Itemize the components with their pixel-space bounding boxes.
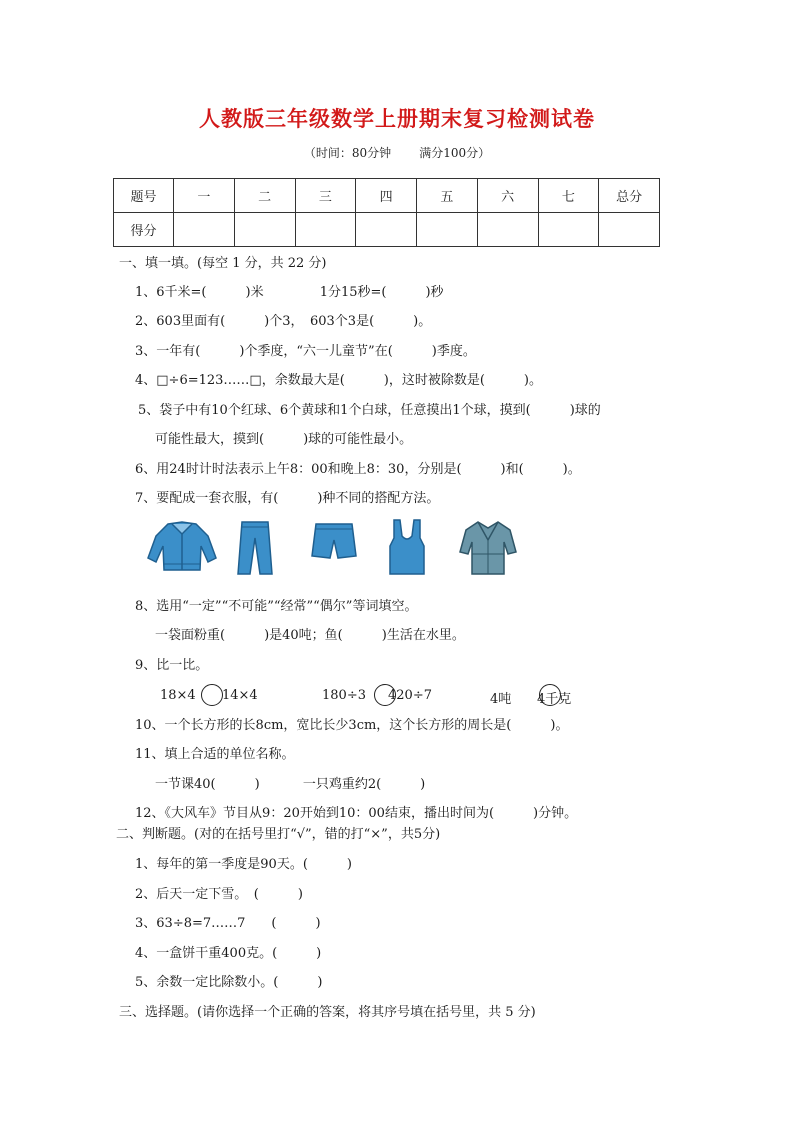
exam-total-score: 满分100分） — [419, 146, 491, 160]
score-table-header-cell: 五 — [417, 179, 478, 213]
section-3-heading: 三、选择题。(请你选择一个正确的答案，将其序号填在括号里，共 5 分) — [119, 1005, 536, 1020]
vest-icon — [388, 518, 426, 576]
trousers-icon — [234, 518, 276, 576]
question-1-11-text: 一节课40( ) 一只鸡重约2( ) — [155, 777, 426, 792]
question-1-5-continued: 可能性最大，摸到( )球的可能性最小。 — [155, 432, 413, 447]
question-1-2: 2、603里面有( )个3， 603个3是( )。 — [135, 314, 432, 329]
section-2-heading: 二、判断题。(对的在括号里打“√”，错的打“×”，共5分) — [116, 827, 441, 842]
score-table-header-cell: 一 — [174, 179, 235, 213]
question-1-6: 6、用24时计时法表示上午8：00和晚上8：30，分别是( )和( )。 — [135, 462, 581, 477]
score-cell[interactable] — [234, 213, 295, 247]
score-cell[interactable] — [538, 213, 599, 247]
page-title: 人教版三年级数学上册期末复习检测试卷 — [199, 107, 595, 131]
score-table-header-cell: 题号 — [114, 179, 174, 213]
question-1-10: 10、一个长方形的长8cm，宽比长少3cm，这个长方形的周长是( )。 — [135, 718, 569, 733]
score-table-header-cell: 三 — [295, 179, 356, 213]
exam-time: （时间：80分钟 — [303, 146, 392, 160]
question-1-12: 12、《大风车》节目从9：20开始到10：00结束，播出时间为( )分钟。 — [135, 806, 578, 821]
section-1-heading: 一、填一填。(每空 1 分，共 22 分) — [119, 256, 327, 271]
compare-a-right: 14×4 — [222, 688, 258, 703]
score-cell[interactable] — [356, 213, 417, 247]
score-cell[interactable] — [295, 213, 356, 247]
score-table-header-cell: 总分 — [599, 179, 660, 213]
score-table-header-row — [114, 179, 660, 213]
judgement-item: 1、每年的第一季度是90天。( ) — [135, 857, 352, 872]
score-table-header-cell: 六 — [477, 179, 538, 213]
score-cell[interactable] — [599, 213, 660, 247]
score-cell[interactable] — [477, 213, 538, 247]
score-cell[interactable] — [417, 213, 478, 247]
question-1-7: 7、要配成一套衣服，有( )种不同的搭配方法。 — [135, 491, 440, 506]
jacket-icon — [146, 518, 218, 576]
compare-c-right: 4千克 — [537, 692, 572, 707]
question-1-9: 9、比一比。 — [135, 658, 209, 673]
score-table-header-cell: 七 — [538, 179, 599, 213]
compare-a-left: 18×4 — [160, 688, 196, 703]
question-1-3: 3、一年有( )个季度，“六一儿童节”在( )季度。 — [135, 344, 476, 359]
judgement-item: 5、余数一定比除数小。( ) — [135, 975, 323, 990]
question-1-11: 11、填上合适的单位名称。 — [135, 747, 295, 762]
question-1-1: 1、6千米=( )米 1分15秒=( )秒 — [135, 285, 444, 300]
question-1-4: 4、□÷6=123……□，余数最大是( )，这时被除数是( )。 — [135, 373, 542, 388]
score-cell[interactable] — [174, 213, 235, 247]
score-table — [113, 178, 660, 247]
judgement-item: 2、后天一定下雪。 ( ) — [135, 887, 303, 902]
judgement-item: 4、一盒饼干重400克。( ) — [135, 946, 322, 961]
question-1-8: 8、选用“一定”“不可能”“经常”“偶尔”等词填空。 — [135, 599, 418, 614]
score-table-row-label: 得分 — [114, 213, 174, 247]
coat-icon — [458, 518, 518, 576]
compare-circle-a[interactable] — [201, 684, 223, 706]
score-table-header-cell: 四 — [356, 179, 417, 213]
score-table-score-row — [114, 213, 660, 247]
compare-b-right: 420÷7 — [388, 688, 432, 703]
question-1-8-text: 一袋面粉重( )是40吨；鱼( )生活在水里。 — [155, 628, 465, 643]
shorts-icon — [310, 518, 358, 562]
exam-subtitle — [0, 144, 794, 161]
judgement-item: 3、63÷8=7……7 ( ) — [135, 916, 321, 931]
compare-c-left: 4吨 — [490, 692, 512, 707]
clothes-illustration — [140, 518, 530, 578]
score-table-header-cell: 二 — [234, 179, 295, 213]
compare-b-left: 180÷3 — [322, 688, 366, 703]
question-1-5: 5、袋子中有10个红球、6个黄球和1个白球，任意摸出1个球，摸到( )球的 — [138, 403, 601, 418]
